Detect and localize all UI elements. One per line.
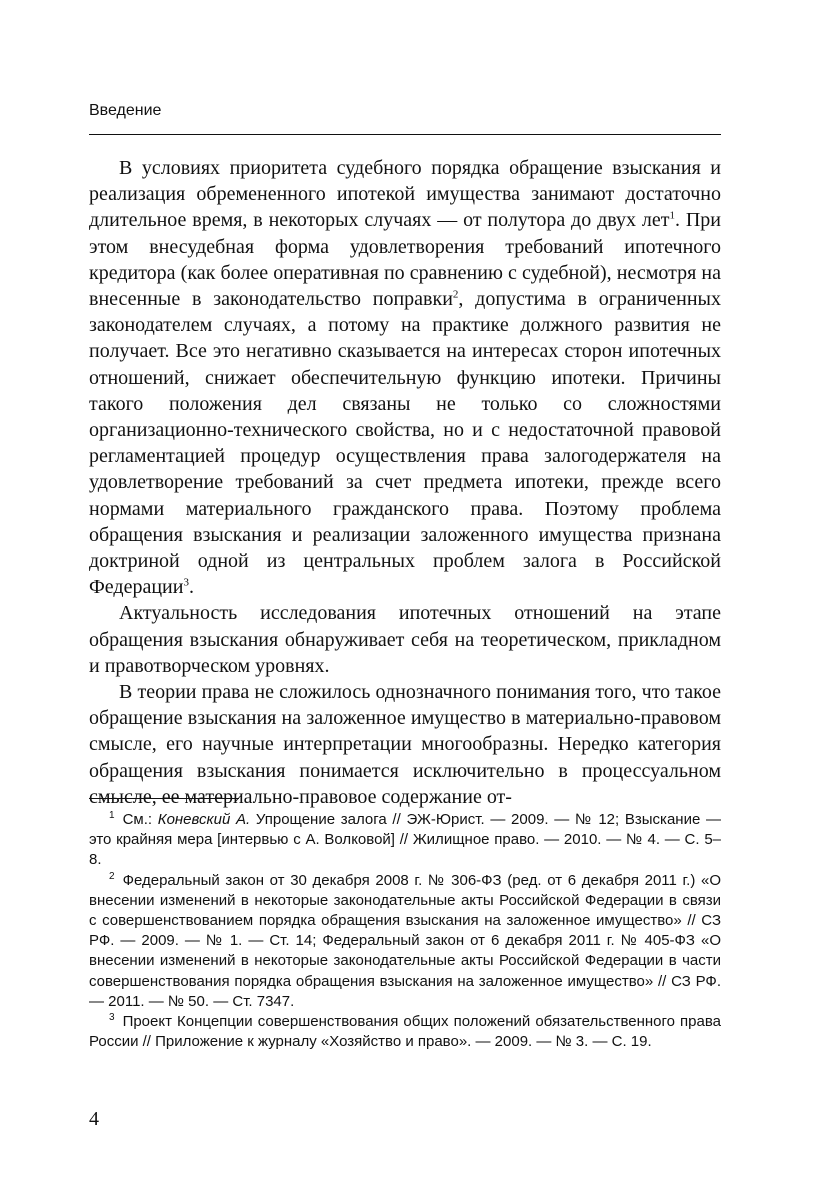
footnote-text: Проект Концепции совершенствования общих положений обязательственного права России // Приложение к журналу «Хозяйство и право». — 2009. — № 3. — С. 19.: [89, 1013, 721, 1051]
main-text: [89, 155, 721, 810]
running-header: Введение: [89, 102, 162, 119]
header-divider: [89, 134, 721, 135]
paragraph-1-part-b: . При этом внесудебная форма удовлетворения требований ипотечного кредитора (как более оперативная по сравнению с судебной), несмотря на внесенные в законодательство поправки: [89, 209, 721, 311]
footnote-1: [89, 810, 721, 871]
footnote-number: 2: [109, 870, 115, 882]
footnote-author: Коневский А.: [157, 811, 251, 828]
paragraph-3: В теории права не сложилось однозначного понимания того, что такое обращение взыскания на заложенное имущество в материально-правовом смысле, его научные интерпретации многообразны. Нередко категория обращения взыскания понимается исключительно в процессуальном смысле, ее материально-правовое содержание от-: [89, 681, 721, 808]
footnote-ref-2[interactable]: 2: [452, 288, 459, 301]
footnote-text: Упрощение залога // ЭЖ-Юрист. — 2009. — № 12; Взыскание — это крайняя мера [интервью с А. Волковой] // Жилищное право. — 2010. — № 4. — С. 5–8.: [89, 811, 721, 869]
footnote-divider: [89, 798, 239, 799]
footnote-number: 1: [109, 810, 115, 821]
footnote-ref-3[interactable]: 3: [183, 576, 189, 589]
footnote-text: Федеральный закон от 30 декабря 2008 г. № 306-ФЗ (ред. от 6 декабря 2011 г.) «О внесении изменений в некоторые законодательные акты Российской Федерации в связи с совершенствованием порядка обращения взыскания на заложенное имущество» // СЗ РФ. — 2009. — № 1. — Ст. 14; Федеральный закон от 6 декабря 2011 г. № 405-ФЗ «О внесении изменений в некоторые законодательные акты Российской Федерации в части совершенствования порядка обращения взыскания на заложенное имущество» // СЗ РФ. — 2011. — № 50. — Ст. 7347.: [89, 871, 721, 1010]
paragraph-1-part-d: .: [188, 576, 194, 599]
paragraph-1-part-a: В условиях приоритета судебного порядка обращение взыскания и реализация обремененного ипотекой имущества занимают достаточно длительное время, в некоторых случаях — от полутора до двух лет: [89, 157, 721, 232]
footnote-number: 3: [109, 1012, 115, 1024]
page-number: 4: [89, 1108, 99, 1130]
footnote-2: [89, 871, 721, 1012]
paragraph-2: Актуальность исследования ипотечных отношений на этапе обращения взыскания обнаруживает себя на теоретическом, прикладном и правотворческом уровнях.: [89, 602, 721, 677]
footnotes: [89, 810, 721, 1052]
paragraph-1: [89, 155, 721, 600]
paragraph-1-part-c: , допустима в ограниченных законодателем случаях, а потому на практике должного развития не получает. Все это негативно сказывается на интересах сторон ипотечных отношений, снижает обеспечительную функцию ипотеки. Причины такого положения дел связаны не только со сложностями организационно-технического свойства, но и с недостаточной правовой регламентацией процедур осуществления права залогодержателя на удовлетворение требований за счет предмета ипотеки, прежде всего нормами материального гражданского права. Поэтому проблема обращения взыскания и реализации заложенного имущества признана доктриной одной из центральных проблем залога в Российской Федерации: [89, 288, 721, 599]
footnote-ref-1[interactable]: 1: [669, 209, 675, 222]
footnote-3: [89, 1012, 721, 1052]
footnote-lead: См.:: [122, 811, 158, 828]
